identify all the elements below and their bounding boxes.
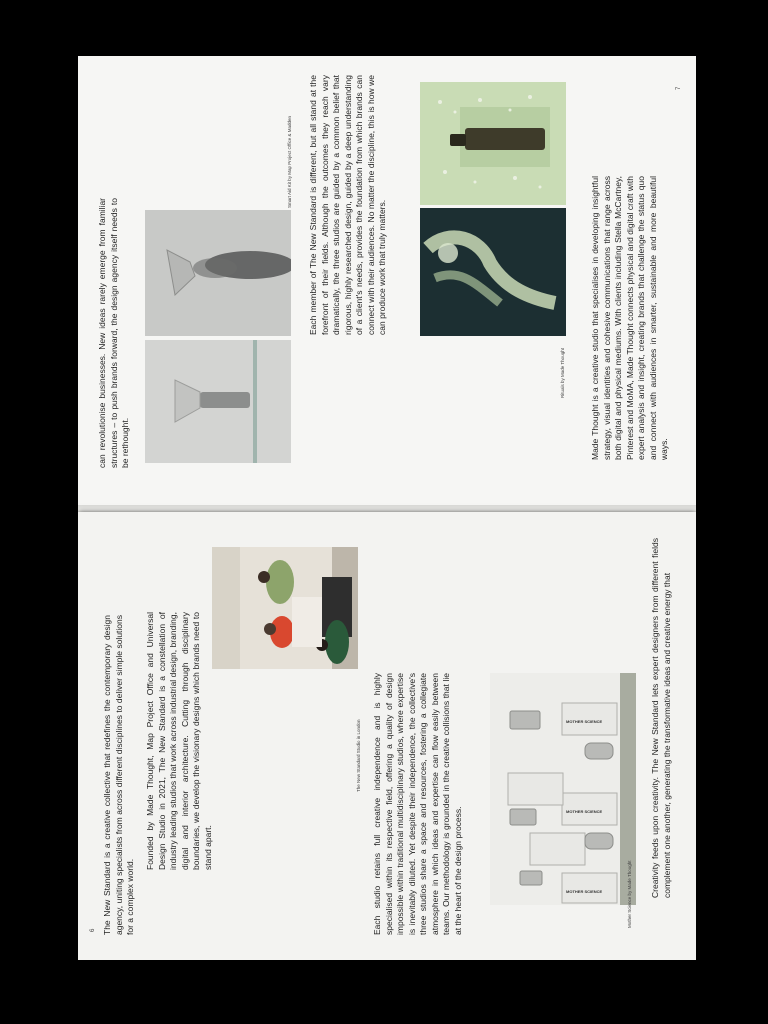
caption-mother-science: Mother Science by Made Thought: [627, 860, 632, 928]
intro-continuation-text: can revolutionise businesses. New ideas rarely emerge from familiar structures – to push brands forward, the design agency itself needs to be rethought.: [97, 198, 130, 468]
page-number-6: 6: [90, 928, 96, 932]
smart-aid-kit-photo-left: [145, 340, 291, 463]
studio-london-photo: [212, 547, 358, 669]
intro-paragraph: The New Standard is a creative collective that redefines the contemporary design agency, uniting specialists from across different disciplines to deliver simple solutions for a complex world.: [102, 615, 135, 935]
product-label-1: MOTHER SCIENCE: [566, 719, 603, 724]
caption-smart-aid-kit: Smart Aid Kit by Map Project Office & Madden: [287, 116, 292, 208]
caption-rituals: Rituals by Made Thought: [560, 348, 565, 398]
product-label-2: MOTHER SCIENCE: [566, 809, 603, 814]
made-thought-paragraph: Made Thought is a creative studio that specialises in developing insightful strategy, visual identities and cohesive communications that range across both digital and physical mediums. With clients including Stella McCartney, Pinterest and MoMA, Made Thought connects physical and digital craft with expert analysis and insight, creating brands that challenge the status quo and connect with audiences in smarter, sustainable and more beautiful ways.: [590, 176, 669, 460]
caption-studio-london: The New Standard Studio in London: [356, 719, 361, 792]
creativity-paragraph: Creativity feeds upon creativity. The New Standard lets expert designers from different fields complement one another, generating the transformative ideas and creative energy that: [650, 538, 672, 898]
mother-science-photo: [490, 673, 636, 905]
smart-aid-kit-photo-right: [145, 210, 291, 336]
studio-paragraph: Each studio retains full creative independence and is highly specialised within its respective field, offering a quality of design impossible within traditional multidisciplinary studios, where expertise is inevitably diluted. Yet despite their independence, the collective's three studios share a space and resources, fostering a collegiate atmosphere in which ideas and expertise can flow easily between teams. Our methodology is grounded in the creative collisions that lie at the heart of the design process.: [372, 673, 463, 935]
member-paragraph: Each member of The New Standard is different, but all stand at the forefront of their fields. Although the outcomes they reach vary dramatically, the three studios are guided by a common belief that rigorous, highly researched design, guided by a deep understanding of a client's needs, provides the foundation from which brands can connect with their audiences. No matter the discipline, this is how we can produce work that truly matters.: [308, 75, 387, 335]
rituals-photo-left: [420, 208, 566, 336]
page-number-7: 7: [676, 86, 682, 90]
rituals-photo-right: [420, 82, 566, 205]
product-label-3: MOTHER SCIENCE: [566, 889, 603, 894]
founded-paragraph: Founded by Made Thought, Map Project Office and Universal Design Studio in 2021, The New Standard is a constellation of industry leading studios that work across industrial design, branding, digital and interior architecture. Cutting through disciplinary boundaries, we develop the visionary designs which brands need to stand apart.: [145, 612, 213, 870]
